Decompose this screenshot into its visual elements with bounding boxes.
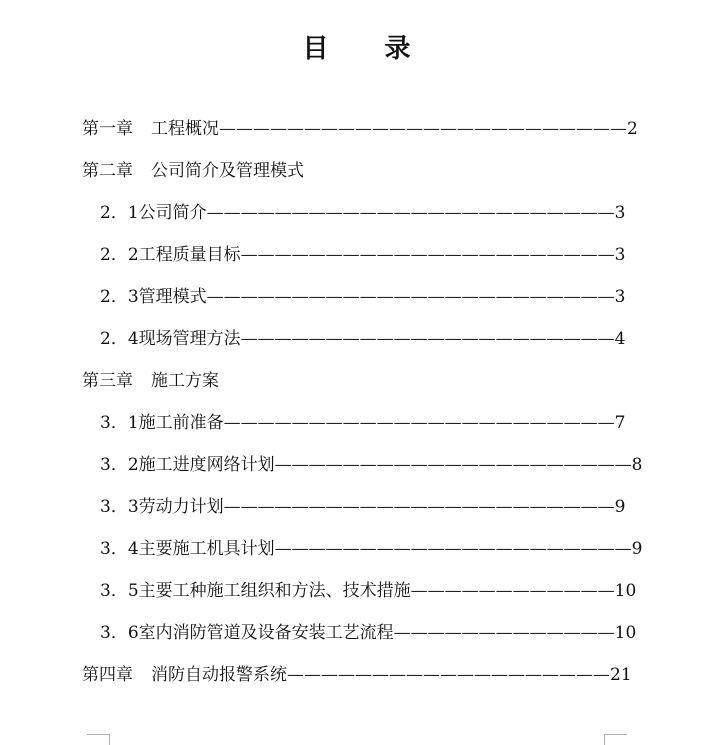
toc-entry-text: 室内消防管道及设备安装工艺流程 <box>138 623 394 643</box>
toc-entry-number: 3．3 <box>100 497 139 517</box>
toc-entry-chapter-1[interactable] <box>82 118 638 140</box>
toc-leader: —————————————————————— <box>240 329 615 349</box>
toc-entry-number: 3．2 <box>100 455 139 475</box>
toc-entry-3-5[interactable] <box>100 580 636 602</box>
toc-entry-3-6[interactable] <box>100 622 636 644</box>
toc-page-number: 7 <box>614 413 626 433</box>
toc-entry-text: 施工方案 <box>151 371 219 391</box>
toc-entry-number: 第一章 <box>82 119 133 139</box>
toc-entry-text: 工程概况 <box>151 119 219 139</box>
toc-entry-text: 施工前准备 <box>138 413 224 433</box>
toc-page-number: 3 <box>614 287 626 307</box>
toc-entry-chapter-2[interactable] <box>82 160 304 182</box>
toc-entry-3-3[interactable] <box>100 496 625 518</box>
toc-page-number: 4 <box>614 329 626 349</box>
toc-leader: ——————————————————— <box>287 665 610 685</box>
toc-entry-2-2[interactable] <box>100 244 625 266</box>
toc-leader: ———————————— <box>410 581 615 601</box>
toc-title <box>0 28 713 65</box>
toc-page-number: 8 <box>631 455 643 475</box>
toc-entry-text: 劳动力计划 <box>138 497 224 517</box>
toc-entry-number: 3．6 <box>100 623 139 643</box>
toc-title-char-2: 录 <box>384 34 411 64</box>
toc-leader: ——————————————————————— <box>223 413 615 433</box>
toc-leader: —————————————————————— <box>240 245 615 265</box>
toc-entry-3-4[interactable] <box>100 538 642 560</box>
toc-page-number: 21 <box>610 665 632 685</box>
toc-entry-number: 3．4 <box>100 539 139 559</box>
toc-entry-text: 管理模式 <box>138 287 207 307</box>
toc-entry-number: 2．1 <box>100 203 139 223</box>
toc-leader: ————————————— <box>393 623 615 643</box>
toc-entry-3-1[interactable] <box>100 412 625 434</box>
toc-page-number: 10 <box>614 581 637 601</box>
toc-entry-number: 3．1 <box>100 413 139 433</box>
toc-entry-2-1[interactable] <box>100 202 625 224</box>
toc-entry-text: 主要工种施工组织和方法、技术措施 <box>138 581 411 601</box>
toc-entry-text: 现场管理方法 <box>138 329 241 349</box>
toc-title-char-1: 目 <box>302 34 329 64</box>
toc-entry-number: 2．4 <box>100 329 139 349</box>
toc-page-number: 9 <box>614 497 626 517</box>
toc-entry-text: 公司简介及管理模式 <box>151 161 304 181</box>
toc-page-number: 3 <box>614 245 626 265</box>
toc-entry-text: 公司简介 <box>138 203 207 223</box>
toc-leader: ———————————————————————— <box>219 119 627 139</box>
toc-leader: ———————————————————————— <box>206 203 615 223</box>
toc-entry-chapter-4[interactable] <box>82 664 632 686</box>
toc-entry-number: 第四章 <box>82 665 133 685</box>
margin-corner-mark-left <box>87 734 110 745</box>
toc-entry-number: 2．2 <box>100 245 139 265</box>
toc-entry-chapter-3[interactable] <box>82 370 219 392</box>
toc-leader: ———————————————————————— <box>206 287 615 307</box>
toc-entry-text: 消防自动报警系统 <box>151 665 287 685</box>
toc-leader: ————————————————————— <box>274 455 632 475</box>
toc-page-number: 10 <box>614 623 637 643</box>
toc-entry-number: 2．3 <box>100 287 139 307</box>
toc-leader: ——————————————————————— <box>223 497 615 517</box>
toc-page-number: 2 <box>627 119 638 139</box>
toc-page-number: 3 <box>614 203 626 223</box>
toc-entry-number: 3．5 <box>100 581 139 601</box>
toc-leader: ————————————————————— <box>274 539 632 559</box>
toc-entry-2-3[interactable] <box>100 286 625 308</box>
toc-entry-2-4[interactable] <box>100 328 625 350</box>
toc-page-number: 9 <box>631 539 643 559</box>
toc-entry-text: 工程质量目标 <box>138 245 241 265</box>
toc-entry-3-2[interactable] <box>100 454 642 476</box>
toc-entry-number: 第三章 <box>82 371 133 391</box>
margin-corner-mark-right <box>604 734 627 745</box>
toc-entry-text: 施工进度网络计划 <box>138 455 275 475</box>
toc-entry-text: 主要施工机具计划 <box>138 539 275 559</box>
toc-entry-number: 第二章 <box>82 161 133 181</box>
